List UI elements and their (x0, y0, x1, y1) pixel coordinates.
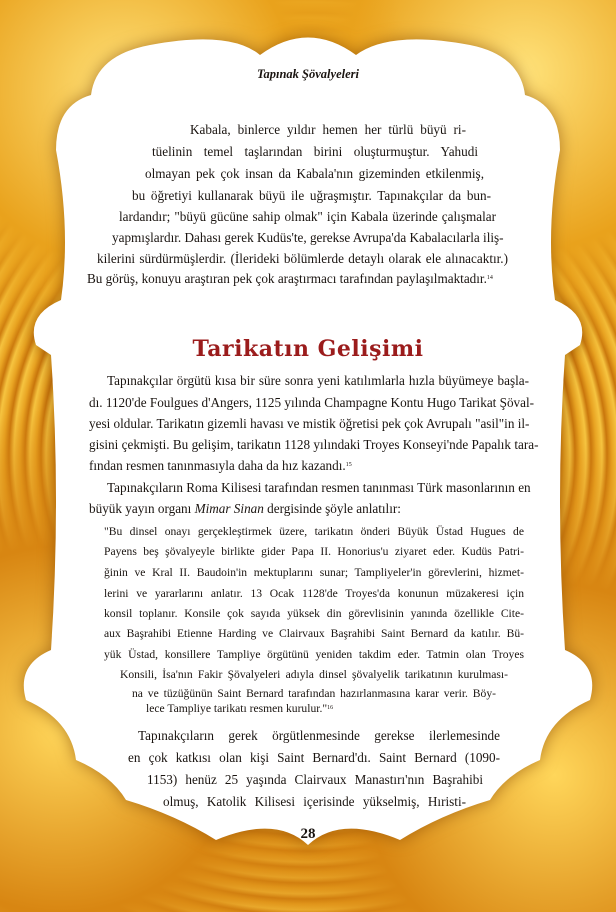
quote-line: konsil toplanır. Konsile çok sayıda yüksek din görevlisinin yanında özellikle Cite- (104, 607, 524, 620)
text-line: Tapınakçıların Roma Kilisesi tarafından resmen tanınması Türk masonlarının en (107, 480, 531, 495)
page-number: 28 (300, 826, 316, 842)
text-line-content: fından resmen tanınmasıyla daha da hız kazandı. (89, 458, 346, 473)
text-line: Tapınakçılar örgütü kısa bir süre sonra yeni katılımlarla hızla büyümeye başla- (107, 373, 529, 388)
text-line: Tapınakçıların gerek örgütlenmesinde gerekse ilerlemesinde (138, 728, 500, 743)
text-line: olmayan pek çok insan da Kabala'nın gizeminden etkilenmiş, (145, 166, 484, 181)
text-line: olmuş, Katolik Kilisesi içerisinde yükselmiş, Hıristi- (163, 794, 466, 809)
quote-line: "Bu dinsel onayı gerçekleştirmek üzere, tarikatın önderi Büyük Üstad Hugues de (104, 525, 524, 538)
text-line (87, 271, 493, 287)
magazine-name: Mimar Sinan (194, 501, 264, 516)
text-line: yesi oldular. Tarikatın gizemli havası ve mistik öğretisi pek çok Avrupalı "asil"in il- (89, 416, 530, 431)
text-line: yapmışlardır. Dahası gerek Kudüs'te, gerekse Avrupa'da Kabalacılarla iliş- (112, 230, 504, 245)
text-line: en çok katkısı olan kişi Saint Bernard'dı. Saint Bernard (1090- (128, 750, 500, 765)
quote-line: Konsili, İsa'nın Fakir Şövalyeleri adıyla dinsel şövalyelik tarikatının kurulması- (120, 668, 508, 681)
quote-line: aux Başrahibi Etienne Harding ve Clairvaux Başrahibi Saint Bernard da katılır. Bü- (104, 627, 524, 640)
text-line: kilerini sürdürmüşlerdir. (İlerideki bölümlerde detaylı olarak ele alınacaktır.) (97, 251, 508, 266)
text-line: tüelinin temel taşlarından birini oluşturmuştur. Yahudi (152, 144, 478, 159)
footnote-marker: 15 (345, 462, 352, 468)
quote-line: yük Üstad, konsillere Tampliye örgütünü yeniden takdim eder. Tatmin olan Troyes (104, 648, 524, 661)
quote-line (146, 701, 333, 717)
text-line (89, 501, 401, 517)
quote-line: Payens beş şövalyeyle birlikte gider Papa II. Honorius'u ziyaret eder. Kudüs Patri- (104, 545, 524, 558)
text-line-content: dergisinde şöyle anlatılır: (263, 501, 401, 516)
running-header: Tapınak Şövalyeleri (257, 67, 359, 81)
footnote-marker: 16 (327, 705, 334, 711)
section-title: Tarikatın Gelişimi (192, 336, 424, 362)
text-line-content: lece Tampliye tarikatı resmen kurulur." (146, 702, 328, 715)
text-line: dı. 1120'de Foulgues d'Angers, 1125 yılında Champagne Kontu Hugo Tarikat Şöval- (89, 395, 535, 410)
text-line-content: büyük yayın organı (89, 501, 195, 516)
quote-line: na ve tüzüğünün Saint Bernard tarafından hazırlanmasına karar verir. Böy- (132, 687, 496, 700)
quote-line: ğinin ve Kral II. Baudoin'in mektuplarını sunar; Tampliyeler'in görevlerini, hizmet- (104, 566, 524, 579)
footnote-marker: 14 (486, 275, 493, 281)
text-line-content: Bu görüş, konuyu araştıran pek çok araştırmacı tarafından paylaşılmaktadır. (87, 271, 487, 286)
text-line (89, 458, 352, 474)
text-line: Kabala, binlerce yıldır hemen her türlü büyü ri- (190, 122, 466, 137)
quote-line: lerini ve yararlarını anlatır. 13 Ocak 1128'de Troyes'da konunun müzakeresi için (104, 587, 524, 600)
text-line: 1153) henüz 25 yaşında Clairvaux Manastırı'nın Başrahibi (147, 772, 483, 787)
text-line: gisini çekmişti. Bu gelişim, tarikatın 1128 yılındaki Troyes Konseyi'nde Papalık tara- (89, 437, 539, 452)
text-line: bu öğretiyi kullanarak büyü ile uğraşmıştır. Tapınakçılar da bun- (132, 188, 491, 203)
text-line: lardandır; "büyü gücüne sahip olmak" için Kabala üzerinde çalışmalar (119, 209, 496, 224)
